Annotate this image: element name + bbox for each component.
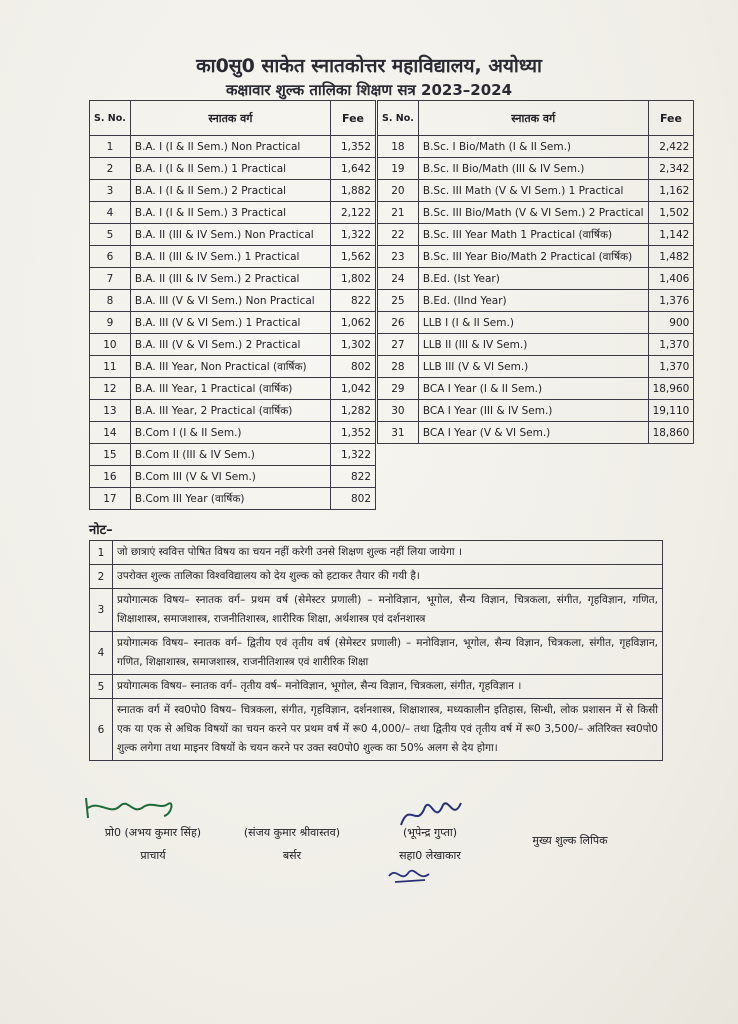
row-sno: 19 (378, 158, 419, 180)
row-sno: 27 (378, 334, 419, 356)
row-sno: 12 (90, 378, 131, 400)
note-row (90, 565, 663, 589)
sno-header: S. No. (378, 101, 419, 136)
row-fee: 1,882 (331, 180, 376, 202)
signature-accountant (365, 825, 495, 863)
row-class-name: B.A. III Year, 2 Practical (वार्षिक) (130, 400, 330, 422)
row-class-name: B.A. II (III & IV Sem.) 1 Practical (130, 246, 330, 268)
row-fee: 1,322 (331, 444, 376, 466)
signatory-name: (संजय कुमार श्रीवास्तव) (243, 826, 341, 839)
notes-table (89, 540, 663, 761)
table-row (90, 378, 376, 400)
fee-table-right (377, 100, 694, 444)
note-row (90, 589, 663, 632)
note-text: उपरोक्त शुल्क तालिका विश्वविद्यालय को देय शुल्क को हटाकर तैयार की गयी है। (113, 565, 663, 589)
table-row (90, 334, 376, 356)
row-fee: 802 (331, 356, 376, 378)
row-fee: 1,062 (331, 312, 376, 334)
row-sno: 5 (90, 224, 131, 246)
table-row (378, 356, 694, 378)
note-row (90, 632, 663, 675)
row-sno: 6 (90, 246, 131, 268)
row-fee: 1,282 (331, 400, 376, 422)
row-sno: 7 (90, 268, 131, 290)
note-text: प्रयोगात्मक विषय– स्नातक वर्ग– द्वितीय एवं तृतीय वर्ष (सेमेस्टर प्रणाली) – मनोविज्ञान, भूगोल, सैन्य विज्ञान, चित्रकला, संगीत, गृहविज्ञान, गणित, शिक्षाशास्त्र, समाजशास्त्र, राजनीतिशास्त्र एवं शारीरिक शिक्षा (113, 632, 663, 675)
class-header: स्नातक वर्ग (130, 101, 330, 136)
class-header: स्नातक वर्ग (418, 101, 648, 136)
table-row (378, 202, 694, 224)
note-number: 1 (90, 541, 113, 565)
row-fee: 1,370 (648, 334, 694, 356)
row-sno: 16 (90, 466, 131, 488)
row-class-name: B.A. III Year, Non Practical (वार्षिक) (130, 356, 330, 378)
row-sno: 15 (90, 444, 131, 466)
table-row (378, 158, 694, 180)
row-class-name: BCA I Year (V & VI Sem.) (418, 422, 648, 444)
row-class-name: B.Com III (V & VI Sem.) (130, 466, 330, 488)
note-number: 5 (90, 675, 113, 699)
note-row (90, 541, 663, 565)
row-fee: 1,642 (331, 158, 376, 180)
row-sno: 20 (378, 180, 419, 202)
row-fee: 1,352 (331, 422, 376, 444)
row-class-name: BCA I Year (III & IV Sem.) (418, 400, 648, 422)
signatory-name: (भूपेन्द्र गुप्ता) (402, 826, 457, 839)
row-sno: 1 (90, 136, 131, 158)
table-row (378, 136, 694, 158)
table-row (90, 312, 376, 334)
table-row (378, 400, 694, 422)
row-sno: 14 (90, 422, 131, 444)
row-class-name: B.A. III (V & VI Sem.) Non Practical (130, 290, 330, 312)
row-class-name: B.A. I (I & II Sem.) Non Practical (130, 136, 330, 158)
table-row (90, 466, 376, 488)
row-class-name: B.A. I (I & II Sem.) 2 Practical (130, 180, 330, 202)
row-class-name: B.Com I (I & II Sem.) (130, 422, 330, 444)
row-class-name: B.Ed. (IInd Year) (418, 290, 648, 312)
table-row (90, 246, 376, 268)
row-fee: 1,802 (331, 268, 376, 290)
row-fee: 1,562 (331, 246, 376, 268)
row-class-name: B.Ed. (Ist Year) (418, 268, 648, 290)
note-text: स्नातक वर्ग में स्व0पो0 विषय– चित्रकला, संगीत, गृहविज्ञान, दर्शनशास्त्र, शिक्षाशास्त्र, मध्यकालीन इतिहास, सिन्धी, लोक प्रशासन में से किसी एक या एक से अधिक विषयों का चयन करने पर प्रथम वर्ष में रू0 4,000/– तथा द्वितीय एवं तृतीय वर्ष में रू0 3,500/– अतिरिक्त स्व0पो0 शुल्क लगेगा तथा माइनर विषयों के चयन करने पर उक्त स्व0पो0 शुल्क का 50% अलग से देय होगा। (113, 699, 663, 761)
row-sno: 8 (90, 290, 131, 312)
row-sno: 9 (90, 312, 131, 334)
row-fee: 1,352 (331, 136, 376, 158)
note-text: प्रयोगात्मक विषय– स्नातक वर्ग– प्रथम वर्ष (सेमेस्टर प्रणाली) – मनोविज्ञान, भूगोल, सैन्य विज्ञान, चित्रकला, संगीत, गृहविज्ञान, गणित, शिक्षाशास्त्र, समाजशास्त्र, राजनीतिशास्त्र, शारीरिक शिक्षा, अर्थशास्त्र एवं दर्शनशास्त्र (113, 589, 663, 632)
row-fee: 18,960 (648, 378, 694, 400)
note-row (90, 675, 663, 699)
row-sno: 22 (378, 224, 419, 246)
college-title: का0सु0 साकेत स्नातकोत्तर महाविद्यालय, अयोध्या (196, 55, 542, 77)
signatory-title: प्राचार्य (140, 849, 166, 862)
table-row (378, 224, 694, 246)
row-fee: 802 (331, 488, 376, 510)
note-number: 2 (90, 565, 113, 589)
row-sno: 21 (378, 202, 419, 224)
row-class-name: BCA I Year (I & II Sem.) (418, 378, 648, 400)
row-fee: 1,042 (331, 378, 376, 400)
row-sno: 2 (90, 158, 131, 180)
table-row (90, 158, 376, 180)
note-number: 6 (90, 699, 113, 761)
row-sno: 25 (378, 290, 419, 312)
table-row (90, 268, 376, 290)
note-number: 4 (90, 632, 113, 675)
table-row (378, 334, 694, 356)
notes-heading: नोट– (89, 523, 113, 538)
row-sno: 17 (90, 488, 131, 510)
fee-header: Fee (648, 101, 694, 136)
table-row (90, 400, 376, 422)
row-class-name: B.A. III Year, 1 Practical (वार्षिक) (130, 378, 330, 400)
table-row (90, 444, 376, 466)
table-row (378, 246, 694, 268)
row-sno: 3 (90, 180, 131, 202)
table-row (90, 224, 376, 246)
table-row (90, 180, 376, 202)
row-fee: 900 (648, 312, 694, 334)
table-row (90, 202, 376, 224)
row-sno: 28 (378, 356, 419, 378)
row-sno: 24 (378, 268, 419, 290)
table-row (90, 422, 376, 444)
row-fee: 19,110 (648, 400, 694, 422)
row-class-name: B.Sc. II Bio/Math (III & IV Sem.) (418, 158, 648, 180)
table-header-row (378, 101, 694, 136)
initials-signature-icon (385, 862, 435, 888)
table-header-row (90, 101, 376, 136)
note-text: जो छात्राएं स्ववित्त पोषित विषय का चयन नहीं करेगी उनसे शिक्षण शुल्क नहीं लिया जायेगा । (113, 541, 663, 565)
row-sno: 4 (90, 202, 131, 224)
fee-table-subtitle: कक्षावार शुल्क तालिका शिक्षण सत्र 2023–2024 (225, 81, 513, 99)
row-fee: 1,502 (648, 202, 694, 224)
row-fee: 2,342 (648, 158, 694, 180)
row-fee: 1,142 (648, 224, 694, 246)
row-class-name: B.A. III (V & VI Sem.) 2 Practical (130, 334, 330, 356)
table-row (90, 488, 376, 510)
row-fee: 1,482 (648, 246, 694, 268)
note-row (90, 699, 663, 761)
signatory-name: प्रो0 (अभय कुमार सिंह) (104, 826, 202, 839)
row-fee: 822 (331, 290, 376, 312)
row-sno: 11 (90, 356, 131, 378)
row-fee: 18,860 (648, 422, 694, 444)
row-class-name: B.A. II (III & IV Sem.) Non Practical (130, 224, 330, 246)
signature-bursar (227, 825, 357, 863)
row-sno: 29 (378, 378, 419, 400)
row-class-name: B.Sc. III Year Bio/Math 2 Practical (वार्षिक) (418, 246, 648, 268)
signatory-title: मुख्य शुल्क लिपिक (532, 834, 608, 847)
row-sno: 10 (90, 334, 131, 356)
row-class-name: B.A. I (I & II Sem.) 1 Practical (130, 158, 330, 180)
note-number: 3 (90, 589, 113, 632)
signature-principal (88, 825, 218, 863)
row-class-name: B.A. III (V & VI Sem.) 1 Practical (130, 312, 330, 334)
row-class-name: LLB II (III & IV Sem.) (418, 334, 648, 356)
row-sno: 18 (378, 136, 419, 158)
row-sno: 26 (378, 312, 419, 334)
table-row (378, 378, 694, 400)
row-class-name: B.A. I (I & II Sem.) 3 Practical (130, 202, 330, 224)
fee-table-left (89, 100, 376, 510)
signatory-title: सहा0 लेखाकार (399, 849, 461, 862)
table-row (90, 290, 376, 312)
row-class-name: LLB I (I & II Sem.) (418, 312, 648, 334)
row-class-name: LLB III (V & VI Sem.) (418, 356, 648, 378)
row-class-name: B.Sc. III Bio/Math (V & VI Sem.) 2 Practical (418, 202, 648, 224)
fee-header: Fee (331, 101, 376, 136)
table-row (378, 268, 694, 290)
table-row (378, 312, 694, 334)
signatory-title: बर्सर (282, 849, 302, 862)
row-class-name: B.A. II (III & IV Sem.) 2 Practical (130, 268, 330, 290)
table-row (378, 180, 694, 202)
row-fee: 822 (331, 466, 376, 488)
table-row (378, 290, 694, 312)
row-fee: 2,422 (648, 136, 694, 158)
row-sno: 30 (378, 400, 419, 422)
sno-header: S. No. (90, 101, 131, 136)
row-fee: 1,162 (648, 180, 694, 202)
row-sno: 31 (378, 422, 419, 444)
table-row (90, 136, 376, 158)
row-fee: 1,406 (648, 268, 694, 290)
table-row (378, 422, 694, 444)
table-row (90, 356, 376, 378)
row-class-name: B.Sc. I Bio/Math (I & II Sem.) (418, 136, 648, 158)
row-fee: 2,122 (331, 202, 376, 224)
row-fee: 1,322 (331, 224, 376, 246)
row-fee: 1,370 (648, 356, 694, 378)
principal-signature-icon (80, 790, 180, 824)
note-text: प्रयोगात्मक विषय– स्नातक वर्ग– तृतीय वर्ष– मनोविज्ञान, भूगोल, सैन्य विज्ञान, चित्रकला, संगीत, गृहविज्ञान । (113, 675, 663, 699)
row-fee: 1,302 (331, 334, 376, 356)
row-sno: 23 (378, 246, 419, 268)
row-class-name: B.Sc. III Math (V & VI Sem.) 1 Practical (418, 180, 648, 202)
row-fee: 1,376 (648, 290, 694, 312)
signature-fee-clerk (505, 825, 635, 848)
row-sno: 13 (90, 400, 131, 422)
row-class-name: B.Com II (III & IV Sem.) (130, 444, 330, 466)
row-class-name: B.Sc. III Year Math 1 Practical (वार्षिक) (418, 224, 648, 246)
row-class-name: B.Com III Year (वार्षिक) (130, 488, 330, 510)
